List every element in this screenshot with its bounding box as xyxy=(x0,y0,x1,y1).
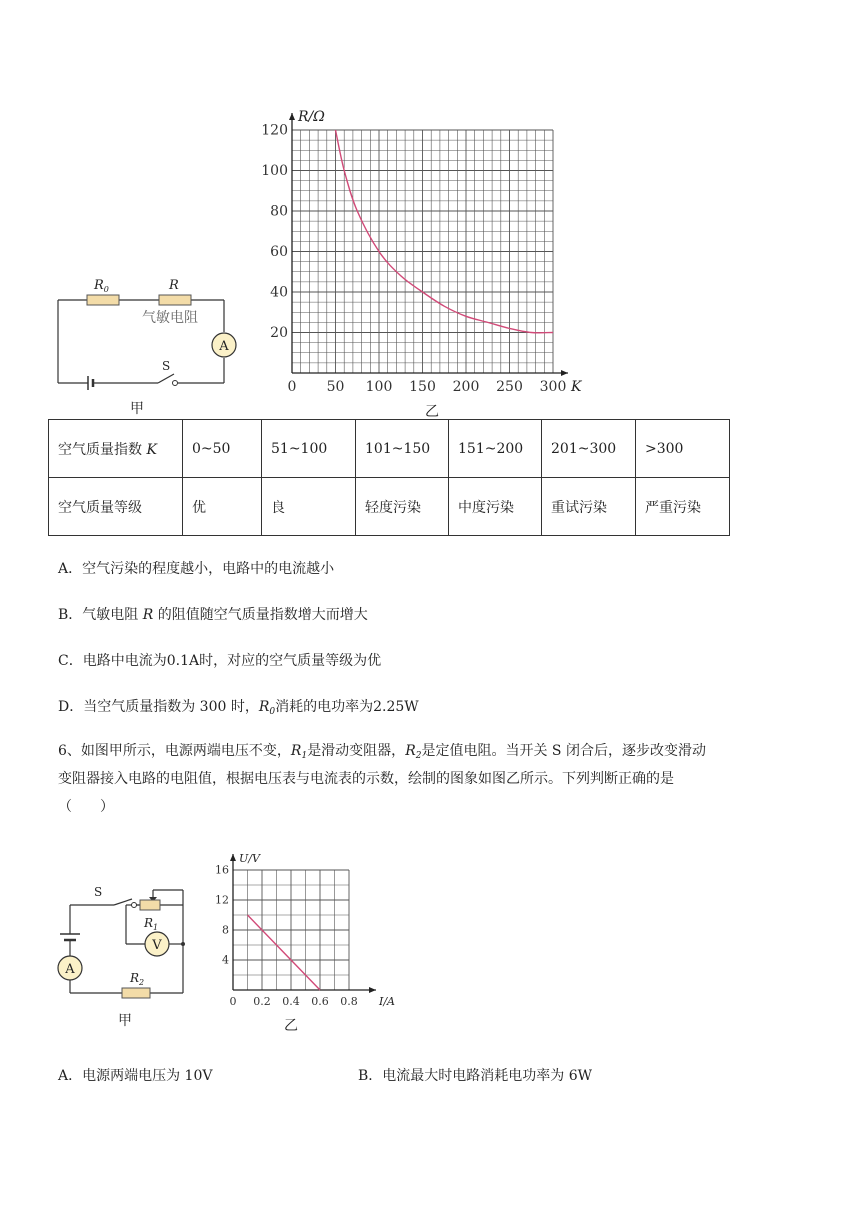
y-axis-label: U/V xyxy=(239,852,260,865)
y-tick-label: 16 xyxy=(215,863,229,877)
y-tick-label: 4 xyxy=(222,953,229,967)
circuit-diagram-1 xyxy=(50,270,250,420)
ammeter-label: A xyxy=(219,339,229,354)
x-tick-label: 50 xyxy=(326,379,345,395)
table-row-index xyxy=(49,420,730,478)
table-cell: 中度污染 xyxy=(449,478,542,536)
x-tick-label: 300 xyxy=(539,379,567,395)
y-tick-label: 100 xyxy=(261,163,288,180)
y-axis-arrow xyxy=(289,113,295,120)
q6-option-b: B．电流最大时电路消耗电功率为 6W xyxy=(358,1068,593,1084)
table-cell: 201~300 xyxy=(542,420,636,478)
y-tick-label: 80 xyxy=(270,203,288,220)
graph-caption-yi: 乙 xyxy=(425,404,439,420)
resistor-r xyxy=(159,295,191,305)
x-tick-label: 100 xyxy=(365,379,393,395)
svg-text:R0: $R_0$ xyxy=(94,278,109,294)
x-tick-label: 0.2 xyxy=(253,995,271,1008)
y-axis-label: R/Ω xyxy=(298,109,325,125)
resistor-r0 xyxy=(87,295,119,305)
x-tick-label: 0 xyxy=(229,995,237,1008)
y-tick-label: 8 xyxy=(222,923,229,937)
x-tick-label: 200 xyxy=(452,379,480,395)
resistor-r2 xyxy=(122,988,150,998)
switch-label-2: S xyxy=(94,885,103,899)
y-tick-label: 60 xyxy=(270,244,288,261)
data-curve xyxy=(248,915,321,990)
table-cell: >300 xyxy=(636,420,730,478)
table-cell: 0~50 xyxy=(183,420,262,478)
table-row-level xyxy=(49,478,730,536)
q6-stem-line3: （ ） xyxy=(58,799,114,815)
table-cell: 重试污染 xyxy=(542,478,636,536)
r1-label: R xyxy=(144,916,154,930)
x-tick-label: 250 xyxy=(496,379,523,395)
q6-stem-line2: 变阻器接入电路的电阻值，根据电压表与电流表的示数，绘制的图象如图乙所示。下列判断正确的是 xyxy=(58,771,674,787)
r0-label: R xyxy=(94,278,104,293)
table-cell: 151~200 xyxy=(449,420,542,478)
table-cell: 轻度污染 xyxy=(356,478,449,536)
switch-label: S xyxy=(162,359,171,373)
voltmeter-label: V xyxy=(152,938,162,953)
table-cell: 良 xyxy=(262,478,356,536)
ammeter-label-2: A xyxy=(65,962,75,977)
sensor-label: 气敏电阻 xyxy=(142,310,198,326)
x-tick-label: 0.8 xyxy=(340,995,358,1008)
resistor-r1 xyxy=(140,900,160,910)
table-cell: 优 xyxy=(183,478,262,536)
chart-r-vs-k xyxy=(258,100,598,418)
r2-label: R xyxy=(130,971,140,985)
x-axis-arrow xyxy=(369,987,376,993)
air-quality-table xyxy=(48,419,730,536)
y-tick-label: 120 xyxy=(261,122,288,139)
y-tick-label: 12 xyxy=(215,893,229,907)
chart-u-vs-i xyxy=(208,840,395,1010)
q5-option-a: A．空气污染的程度越小，电路中的电流越小 xyxy=(58,561,335,577)
table-cell: 101~150 xyxy=(356,420,449,478)
graph-caption-yi-2: 乙 xyxy=(284,1018,298,1034)
table-header-level: 空气质量等级 xyxy=(49,478,183,536)
x-axis-label: K xyxy=(571,379,582,395)
x-tick-label: 0 xyxy=(287,379,297,395)
q5-option-c: C．电路中电流为0.1A时，对应的空气质量等级为优 xyxy=(58,653,382,669)
figure-caption-jia: 甲 xyxy=(130,401,144,417)
table-header-index: 空气质量指数 K xyxy=(49,420,183,478)
y-axis-arrow xyxy=(230,854,236,861)
figure-caption-jia-2: 甲 xyxy=(118,1013,132,1029)
q6-stem-line1: 6、如图甲所示，电源两端电压不变，$R_1$是滑动变阻器，$R_2$是定值电阻。当开关 S 闭合后，逐步改变滑动 xyxy=(58,743,706,761)
q5-option-b: B．气敏电阻 R 的阻值随空气质量指数增大而增大 xyxy=(58,607,368,623)
x-axis-label: I/A xyxy=(379,995,395,1008)
x-tick-label: 0.4 xyxy=(282,995,300,1008)
y-tick-label: 40 xyxy=(270,284,288,301)
svg-text:R2: $R_2$ xyxy=(130,971,145,987)
x-axis-arrow xyxy=(561,370,568,376)
table-cell: 严重污染 xyxy=(636,478,730,536)
table-cell: 51~100 xyxy=(262,420,356,478)
q6-option-a: A．电源两端电压为 10V xyxy=(58,1068,213,1084)
q5-option-d: D．当空气质量指数为 300 时，$R_0$消耗的电功率为2.25W xyxy=(58,699,419,717)
x-tick-label: 150 xyxy=(409,379,436,395)
x-tick-label: 0.6 xyxy=(311,995,329,1008)
svg-text:R1: $R_1$ xyxy=(144,916,159,932)
circuit-diagram-2 xyxy=(52,882,197,1032)
y-tick-label: 20 xyxy=(270,325,288,342)
r-label: R xyxy=(169,278,179,293)
